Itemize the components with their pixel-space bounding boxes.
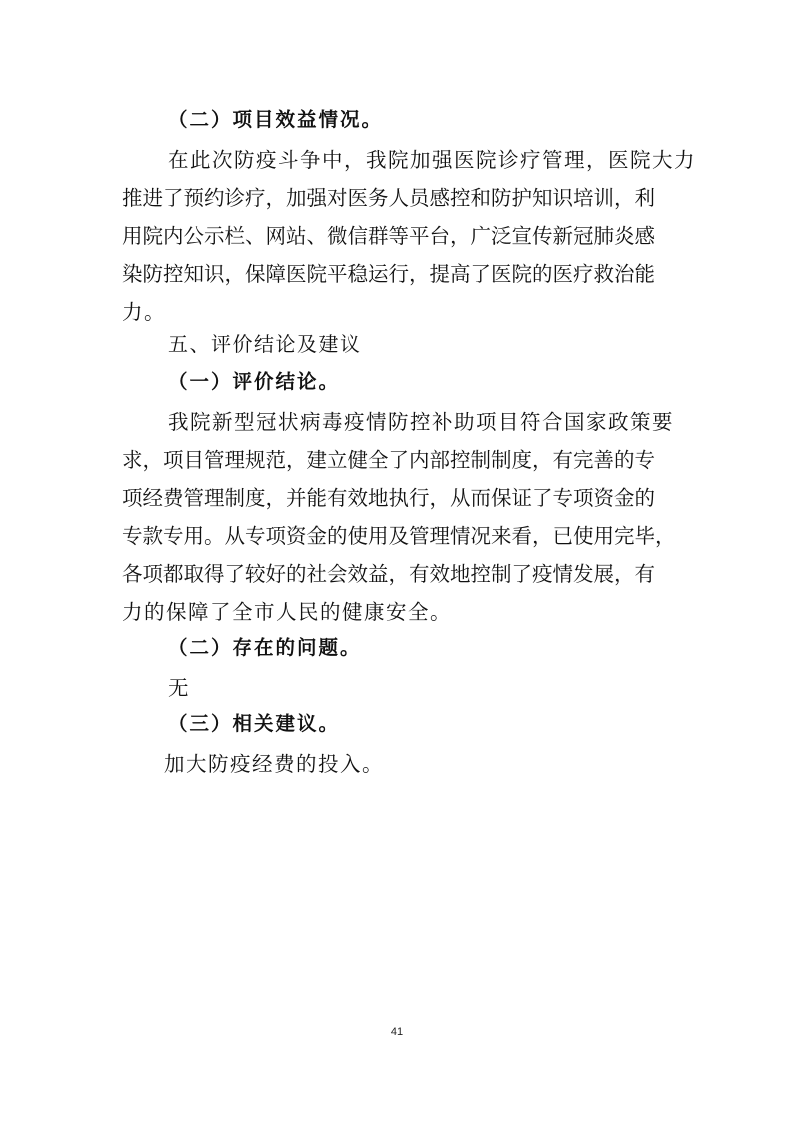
paragraph-line: 推进了预约诊疗，加强对医务人员感控和防护知识培训，利 xyxy=(122,186,655,210)
paragraph-line: 各项都取得了较好的社会效益，有效地控制了疫情发展，有 xyxy=(122,562,655,586)
heading-evaluation-conclusion: （一）评价结论。 xyxy=(168,370,341,393)
heading-project-benefit: （二）项目效益情况。 xyxy=(168,108,384,131)
problems-text: 无 xyxy=(168,676,190,700)
paragraph-line: 在此次防疫斗争中，我院加强医院诊疗管理，医院大力 xyxy=(168,148,696,172)
heading-existing-problems: （二）存在的问题。 xyxy=(168,636,362,659)
page-number: 41 xyxy=(390,1026,404,1038)
suggestions-text: 加大防疫经费的投入。 xyxy=(164,752,384,776)
paragraph-line: 专款专用。从专项资金的使用及管理情况来看，已使用完毕， xyxy=(122,524,676,548)
paragraph-line: 染防控知识，保障医院平稳运行，提高了医院的医疗救治能 xyxy=(122,262,655,286)
section-heading-evaluation: 五、评价结论及建议 xyxy=(168,332,362,356)
paragraph-line: 求，项目管理规范，建立健全了内部控制制度，有完善的专 xyxy=(122,448,655,472)
paragraph-line: 我院新型冠状病毒疫情防控补助项目符合国家政策要 xyxy=(168,410,674,434)
paragraph-line: 力的保障了全市人民的健康安全。 xyxy=(122,600,452,624)
paragraph-line: 项经费管理制度，并能有效地执行，从而保证了专项资金的 xyxy=(122,486,655,510)
heading-related-suggestions: （三）相关建议。 xyxy=(168,712,341,735)
paragraph-line: 力。 xyxy=(122,300,166,324)
paragraph-line: 用院内公示栏、网站、微信群等平台，广泛宣传新冠肺炎感 xyxy=(122,224,655,248)
